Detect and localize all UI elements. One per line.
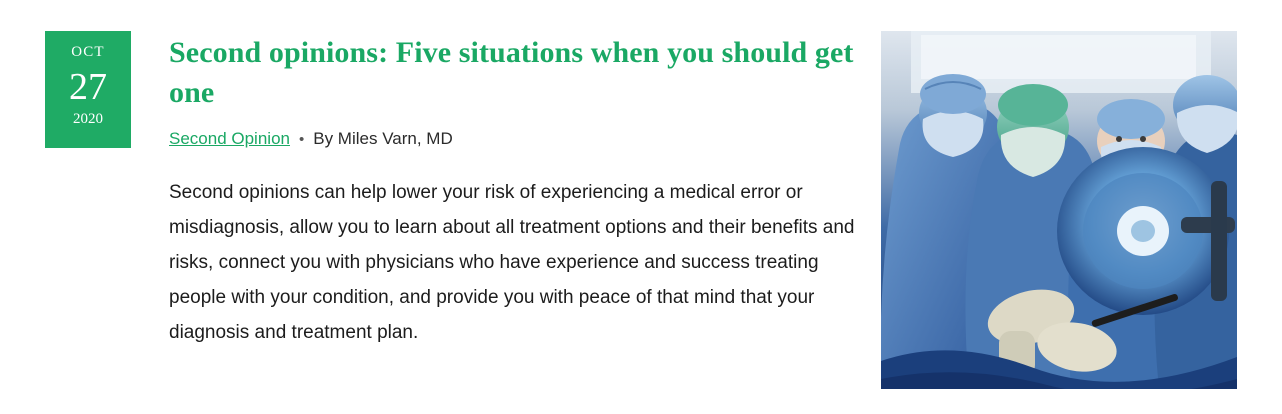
meta-separator: • (298, 130, 305, 148)
article-headline-link[interactable]: Second opinions: Five situations when you should get one (169, 36, 854, 109)
date-day: 27 (69, 66, 107, 108)
article-thumbnail[interactable] (881, 31, 1237, 389)
article-meta (169, 129, 859, 149)
surgical-team-photo-illustration (881, 31, 1237, 389)
article-excerpt: Second opinions can help lower your risk of experiencing a medical error or misdiagnosis, allow you to learn about all treatment options and their benefits and risks, connect you with physicians who have experience and success treating people with your condition, and provide you with peace of that mind that your diagnosis and treatment plan. (169, 182, 855, 343)
article-date-badge (45, 31, 131, 148)
date-month: OCT (71, 44, 105, 60)
article-headline (169, 33, 859, 113)
article-category-link[interactable]: Second Opinion (169, 129, 290, 148)
article-byline: By Miles Varn, MD (313, 129, 453, 148)
article-content (169, 33, 859, 369)
date-year: 2020 (73, 111, 103, 127)
